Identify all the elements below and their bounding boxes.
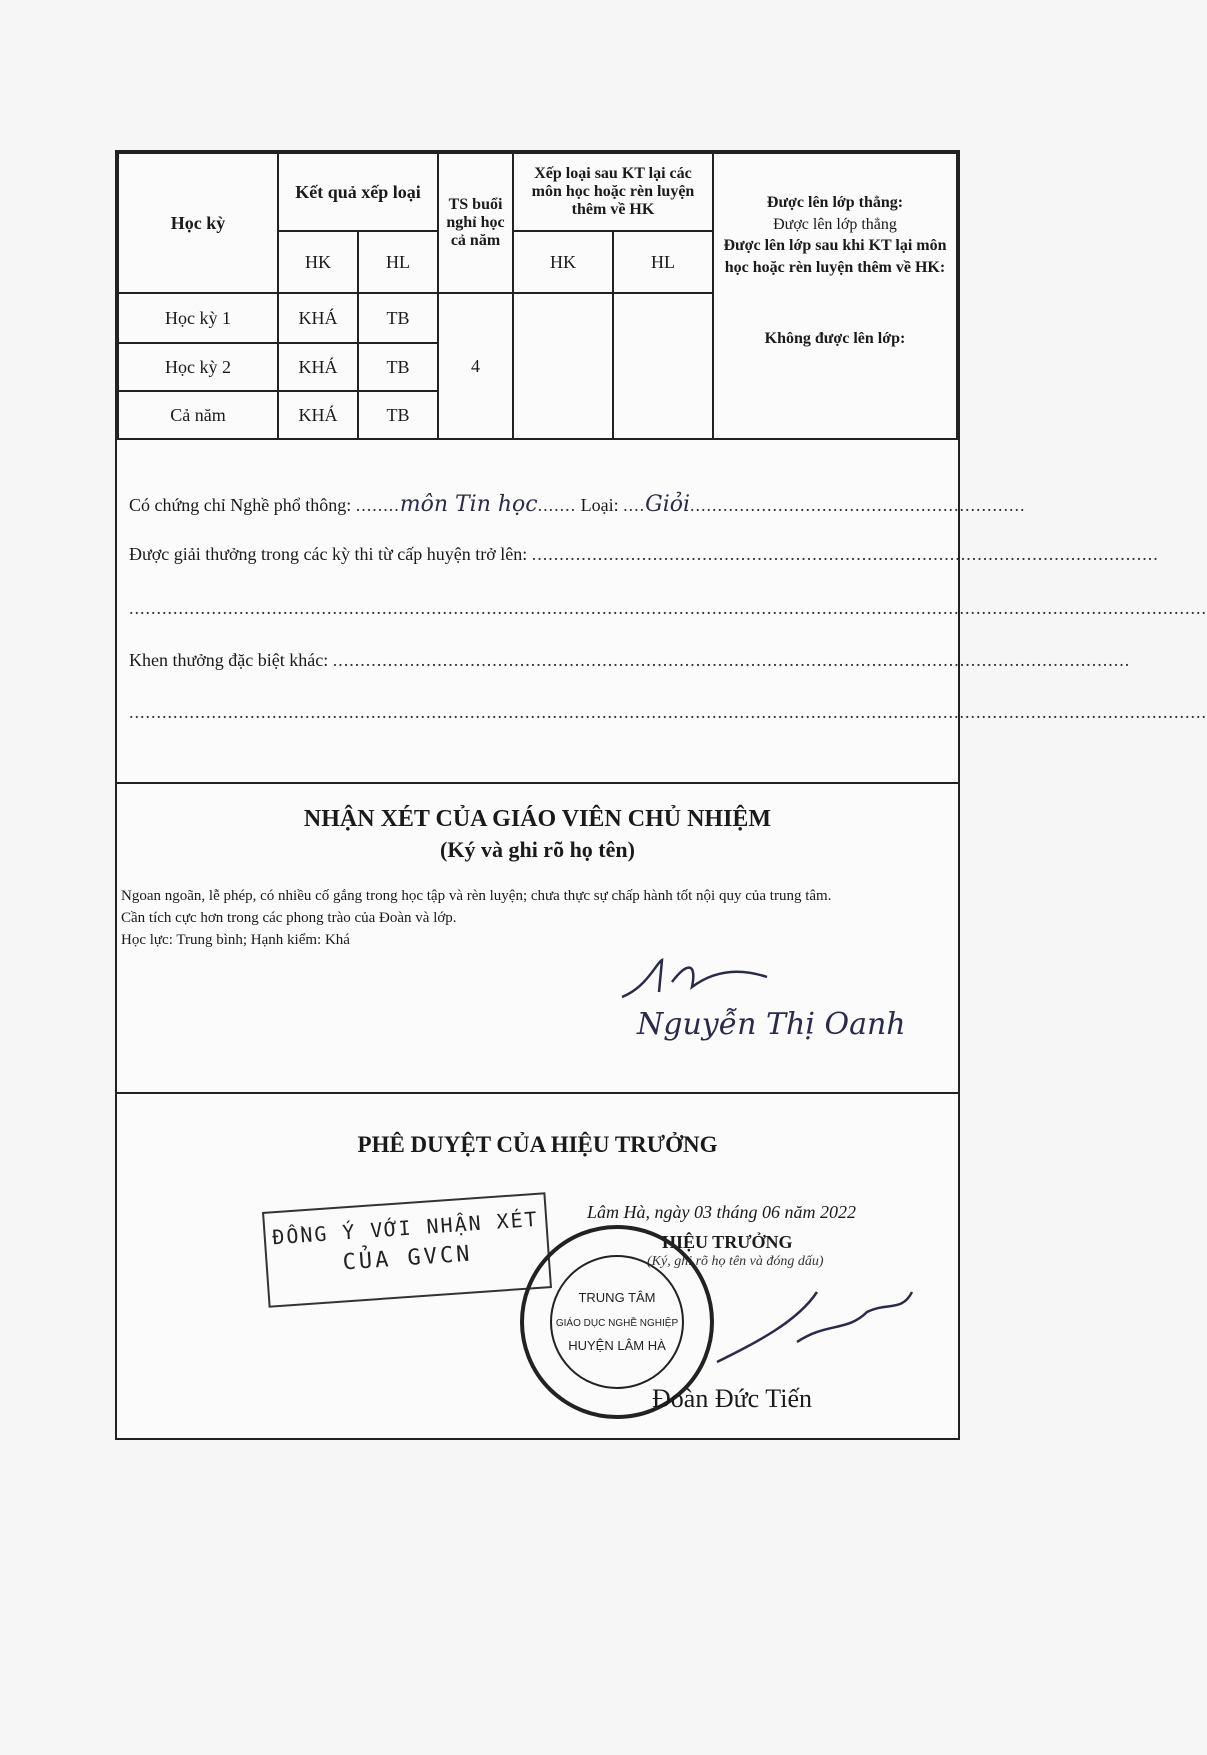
row-hk: KHÁ <box>278 293 358 343</box>
promo-title: Được lên lớp thẳng: <box>766 194 904 212</box>
retest-hk-empty <box>513 293 613 439</box>
row-hk: KHÁ <box>278 343 358 391</box>
comment-line: Học lực: Trung bình; Hạnh kiểm: Khá <box>121 931 350 948</box>
certificate-label: Có chứng chỉ Nghề phổ thông: <box>129 495 352 515</box>
teacher-section-title: NHẬN XÉT CỦA GIÁO VIÊN CHỦ NHIỆM <box>303 806 772 832</box>
header-retest-hl: HL <box>613 231 713 293</box>
promo-after-retest: Được lên lớp sau khi KT lại môn học hoặc rèn luyện thêm về HK: <box>723 237 947 276</box>
certificate-section <box>117 492 1207 784</box>
principal-role: HIỆU TRƯỞNG <box>662 1232 793 1252</box>
seal-line2: GIÁO DỤC NGHỀ NGHIỆP <box>555 1318 679 1329</box>
certificate-value: môn Tin học <box>399 492 538 517</box>
seal-line3: HUYỆN LÂM HÀ <box>568 1338 666 1353</box>
principal-name: Đoàn Đức Tiến <box>652 1384 812 1413</box>
comment-line: Ngoan ngoãn, lễ phép, có nhiều cố gắng trong học tập và rèn luyện; chưa thực sự chấp hành tốt nội quy của trung tâm. <box>121 888 832 904</box>
approval-stamp-line2: CỦA GVCN <box>341 1241 474 1276</box>
sign-date: Lâm Hà, ngày 03 tháng 06 năm 2022 <box>587 1202 856 1222</box>
row-hk: KHÁ <box>278 391 358 439</box>
header-hl: HL <box>358 231 438 293</box>
results-table <box>117 152 958 440</box>
header-retest-hk: HK <box>513 231 613 293</box>
row-hl: TB <box>358 343 438 391</box>
certificate-type-value: Giỏi <box>645 492 691 517</box>
teacher-comment <box>121 886 831 951</box>
award-line-2: .................................................................................................................................................................................................... <box>129 598 1207 618</box>
header-retest: Xếp loại sau KT lại các môn học hoặc rèn luyện thêm về HK <box>513 153 713 231</box>
promotion-cell <box>713 153 957 439</box>
header-hk: HK <box>278 231 358 293</box>
approval-stamp <box>262 1192 552 1308</box>
header-semester: Học kỳ <box>118 153 278 293</box>
approval-stamp-line1: ĐỒNG Ý VỚI NHẬN XÉT <box>271 1206 540 1250</box>
teacher-section-subtitle: (Ký và ghi rõ họ tên) <box>440 837 635 862</box>
no-promo: Không được lên lớp: <box>764 330 906 348</box>
row-hl: TB <box>358 293 438 343</box>
certificate-line: Có chứng chỉ Nghề phổ thông: ........môn Tin học....... Loại: ....Giỏi............................................................. <box>129 492 1026 517</box>
absent-value: 4 <box>438 293 513 439</box>
promo-value: Được lên lớp thẳng <box>773 215 897 233</box>
principal-signature-icon <box>677 1282 917 1382</box>
award-label: Được giải thưởng trong các kỳ thi từ cấp huyện trở lên: <box>129 544 528 564</box>
principal-section-title: PHÊ DUYỆT CỦA HIỆU TRƯỞNG <box>357 1132 718 1157</box>
row-hl: TB <box>358 391 438 439</box>
header-absent: TS buổi nghỉ học cả năm <box>438 153 513 293</box>
row-label: Học kỳ 2 <box>118 343 278 391</box>
comment-line: Cần tích cực hơn trong các phong trào của Đoàn và lớp. <box>121 909 457 926</box>
teacher-signature-icon <box>617 952 777 1012</box>
report-card-page <box>115 150 1207 1440</box>
row-label: Cả năm <box>118 391 278 439</box>
special-line: Khen thưởng đặc biệt khác: ................................................................................................................................................. <box>129 650 1131 670</box>
row-label: Học kỳ 1 <box>118 293 278 343</box>
header-result: Kết quả xếp loại <box>278 153 438 231</box>
certificate-type-label: Loại: <box>580 495 619 515</box>
special-label: Khen thưởng đặc biệt khác: <box>129 650 329 670</box>
teacher-comment-section <box>117 782 958 1094</box>
retest-hl-empty <box>613 293 713 439</box>
special-line-2: .................................................................................................................................................................................................... <box>129 702 1207 722</box>
award-line: Được giải thưởng trong các kỳ thi từ cấp huyện trở lên: .................................................................................................................. <box>129 544 1159 564</box>
teacher-name: Nguyễn Thị Oanh <box>637 1007 906 1042</box>
principal-section <box>117 1092 958 1442</box>
principal-role-note: (Ký, ghi rõ họ tên và đóng dấu) <box>647 1254 824 1269</box>
seal-line1: TRUNG TÂM <box>578 1290 656 1305</box>
